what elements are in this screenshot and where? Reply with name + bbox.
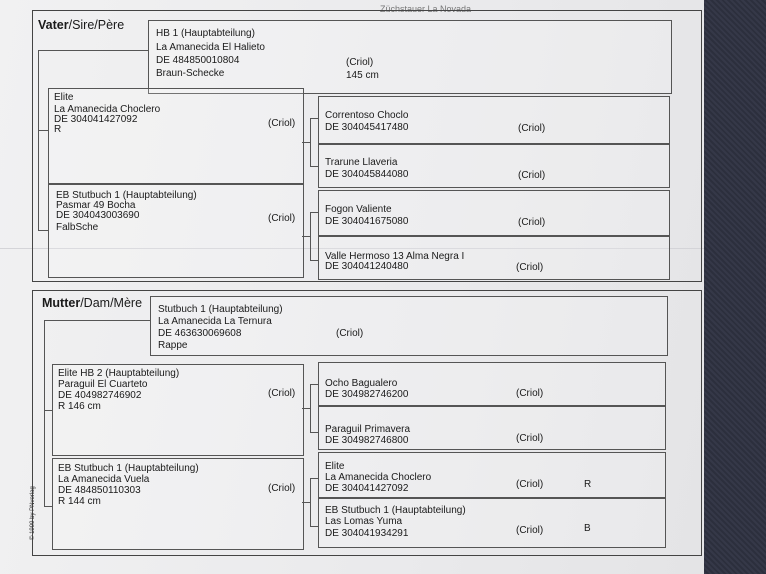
dam-g-connector [302, 408, 310, 409]
dam-main-id: DE 463630069608 [158, 328, 242, 339]
dam-main-color: Rappe [158, 340, 188, 351]
dam-grandparent4-id: DE 304041934291 [325, 528, 409, 539]
dam-main-name: La Amanecida La Ternura [158, 316, 272, 327]
sire-g-connector [310, 118, 311, 166]
dam-parent1-color: R 146 cm [58, 401, 101, 412]
sire-parent1-box [48, 88, 304, 184]
dam-g-connector [310, 432, 318, 433]
sire-parent1-name: La Amanecida Choclero [54, 104, 161, 115]
sire-main-color: Braun-Schecke [156, 68, 225, 79]
sire-main-name: La Amanecida El Halieto [156, 42, 265, 53]
sire-grandparent4-breed: (Criol) [516, 262, 544, 273]
sire-connector [38, 50, 148, 51]
sire-main-id: DE 484850010804 [156, 55, 240, 66]
sire-g-connector [302, 142, 310, 143]
sire-g-connector [310, 118, 318, 119]
sire-g-connector [310, 260, 318, 261]
dam-parent2-id: DE 484850110303 [58, 485, 141, 496]
sire-parent1-id: DE 304041427092 [54, 114, 138, 125]
dam-grandparent3-id: DE 304041427092 [325, 483, 409, 494]
sire-g-connector [302, 236, 310, 237]
sire-grandparent1-breed: (Criol) [518, 123, 546, 134]
dam-parent1-title: Elite HB 2 (Hauptabteilung) [58, 368, 180, 379]
sire-connector [38, 50, 39, 230]
dam-grandparent3-color: R [584, 479, 592, 490]
dam-parent1-name: Paraguil El Cuarteto [58, 379, 148, 390]
sire-parent1-breed: (Criol) [268, 118, 296, 129]
sire-main-registry: HB 1 (Hauptabteilung) [156, 28, 255, 39]
sire-grandparent4-id: DE 304041240480 [325, 261, 409, 272]
dam-grandparent1-breed: (Criol) [516, 388, 544, 399]
sire-parent1-color: R [54, 124, 62, 135]
dam-main-breed: (Criol) [336, 328, 364, 339]
dam-grandparent1-name: Ocho Bagualero [325, 378, 398, 389]
sire-grandparent1-id: DE 304045417480 [325, 122, 409, 133]
dam-parent1-id: DE 404982746902 [58, 390, 142, 401]
sire-g-connector [310, 166, 318, 167]
dam-grandparent2-breed: (Criol) [516, 433, 544, 444]
dam-g-connector [310, 384, 318, 385]
dam-grandparent1-id: DE 304982746200 [325, 389, 409, 400]
dam-grandparent4-title: EB Stutbuch 1 (Hauptabteilung) [325, 505, 466, 516]
sire-parent2-name: Pasmar 49 Bocha [56, 200, 136, 211]
dam-grandparent3-title: Elite [325, 461, 345, 472]
sire-grandparent1-name: Correntoso Choclo [325, 110, 409, 121]
sire-parent2-color: FalbSche [56, 222, 99, 233]
dam-parent2-color: R 144 cm [58, 496, 101, 507]
sire-parent2-title: EB Stutbuch 1 (Hauptabteilung) [56, 190, 197, 201]
dam-g-connector [310, 384, 311, 432]
sire-grandparent2-breed: (Criol) [518, 170, 546, 181]
top-faint-text: Züchstauer La Novada [380, 4, 472, 14]
dam-connector [44, 320, 150, 321]
dam-grandparent3-breed: (Criol) [516, 479, 544, 490]
dam-g-connector [310, 478, 311, 526]
dam-grandparent4-color: B [584, 523, 591, 534]
dam-grandparent3-name: La Amanecida Choclero [325, 472, 432, 483]
sire-connector [38, 230, 48, 231]
dam-g-connector [310, 478, 318, 479]
sire-parent1-title: Elite [54, 92, 74, 103]
sire-grandparent3-breed: (Criol) [518, 217, 546, 228]
sire-grandparent2-id: DE 304045844080 [325, 169, 409, 180]
sire-main-height: 145 cm [346, 70, 379, 81]
sire-connector [38, 130, 48, 131]
sire-g-connector [310, 212, 311, 260]
dam-grandparent4-breed: (Criol) [516, 525, 544, 536]
dam-main-registry: Stutbuch 1 (Hauptabteilung) [158, 304, 283, 315]
dam-g-connector [310, 526, 318, 527]
sire-grandparent3-id: DE 304041675080 [325, 216, 409, 227]
sire-grandparent2-name: Trarune Llaveria [325, 157, 398, 168]
dam-grandparent2-id: DE 304982746800 [325, 435, 409, 446]
dam-grandparent4-name: Las Lomas Yuma [325, 516, 403, 527]
dam-parent1-breed: (Criol) [268, 388, 296, 399]
dam-connector [44, 410, 52, 411]
dam-connector [44, 320, 45, 506]
dam-connector [44, 506, 52, 507]
dam-header: Mutter/Dam/Mère [42, 296, 143, 310]
copyright-note: © 1999 by PNverlag [30, 486, 36, 540]
sire-grandparent4-name: Valle Hermoso 13 Alma Negra I [325, 251, 465, 262]
sire-grandparent3-name: Fogon Valiente [325, 204, 392, 215]
dam-parent2-name: La Amanecida Vuela [58, 474, 150, 485]
dam-parent2-title: EB Stutbuch 1 (Hauptabteilung) [58, 463, 199, 474]
dam-parent2-breed: (Criol) [268, 483, 296, 494]
sire-g-connector [310, 212, 318, 213]
dam-grandparent2-name: Paraguil Primavera [325, 424, 411, 435]
background-fabric [704, 0, 766, 574]
sire-header: Vater/Sire/Père [38, 18, 125, 32]
sire-main-breed: (Criol) [346, 57, 374, 68]
sire-parent2-breed: (Criol) [268, 213, 296, 224]
dam-g-connector [302, 502, 310, 503]
sire-parent2-id: DE 304043003690 [56, 210, 140, 221]
